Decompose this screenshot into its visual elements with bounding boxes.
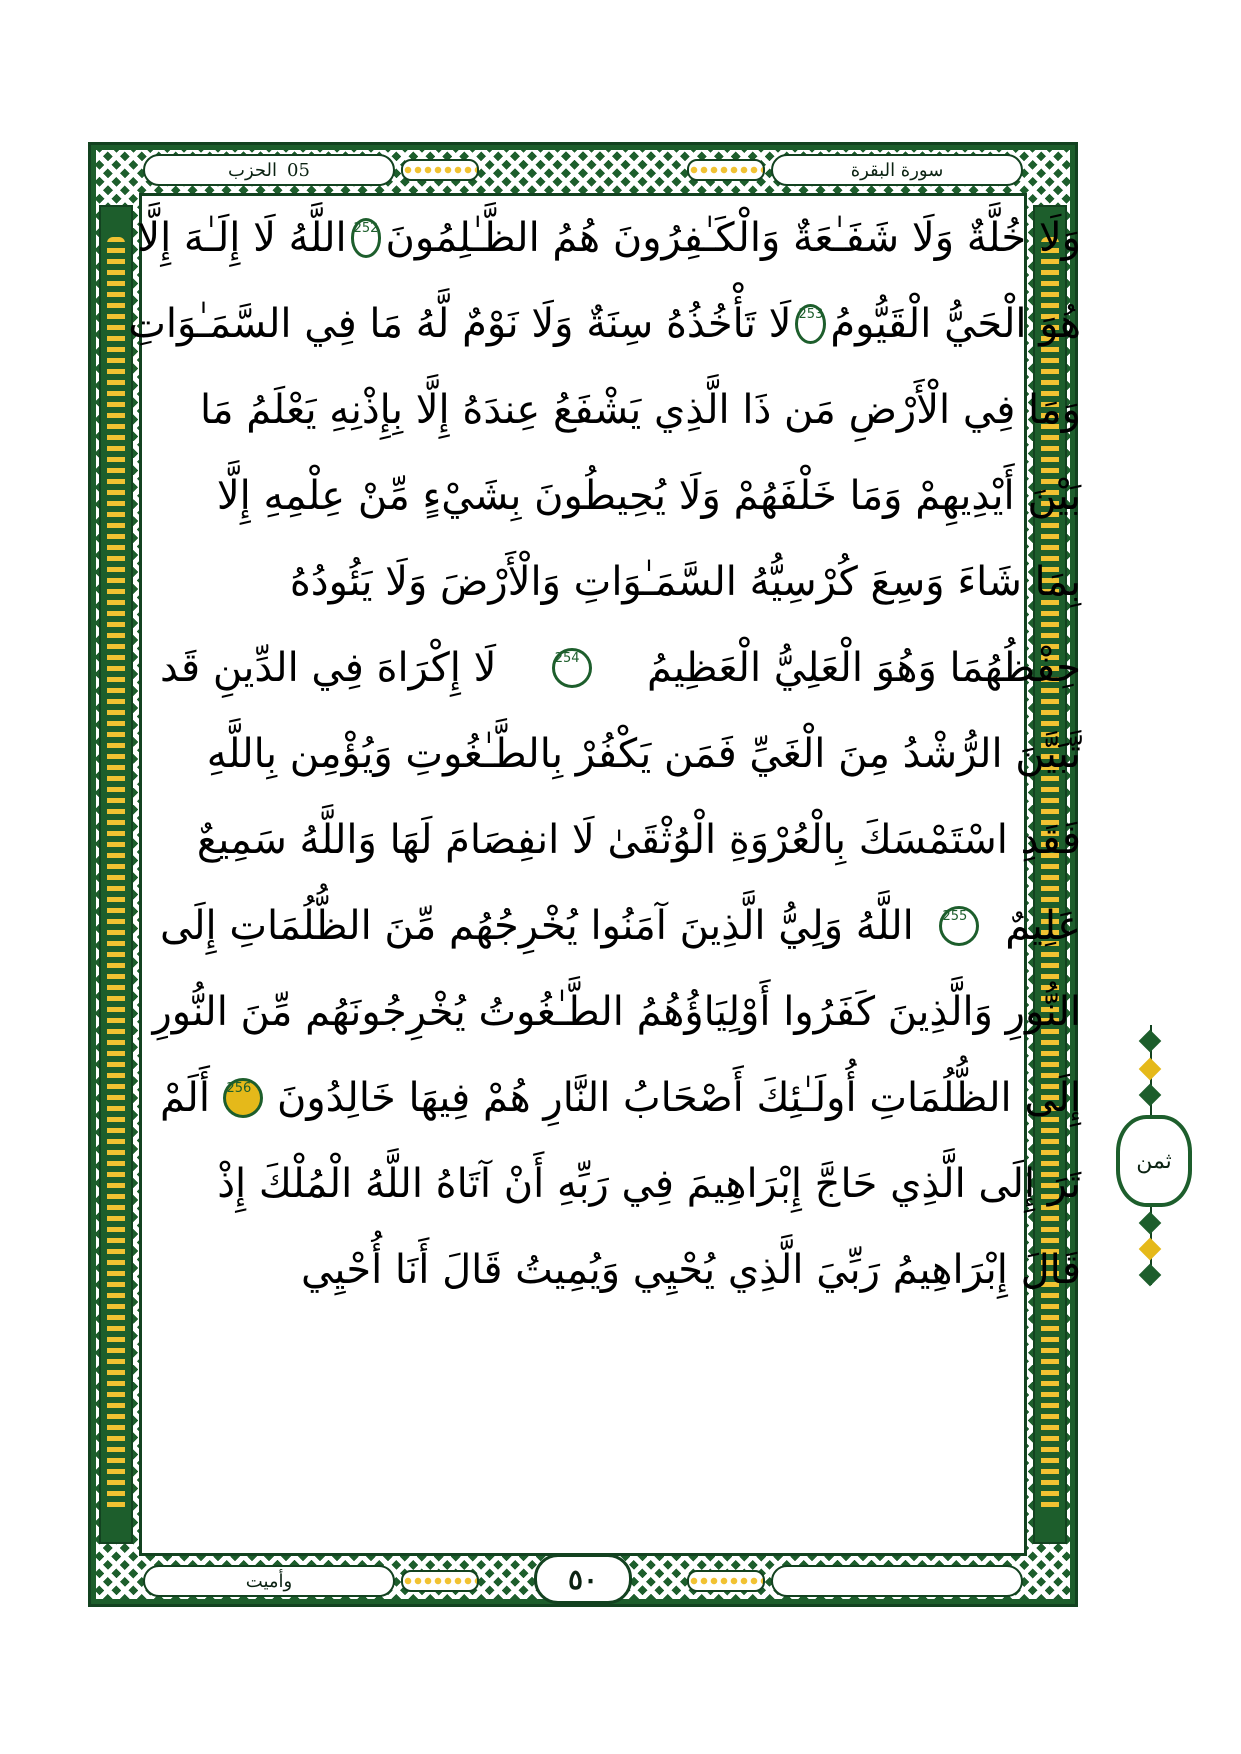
text-line-7: تَّبَيَّنَ الرُّشْدُ مِنَ الْغَيِّ فَمَن يَكْفُرْ بِالطَّـٰغُوتِ وَيُؤْمِن بِاللَّهِ [206, 731, 1081, 777]
text-line-13: قَالَ إِبْرَاهِيمُ رَبِّيَ الَّذِي يُحْيِي وَيُمِيتُ قَالَ أَنَا أُحْيِي [300, 1247, 1081, 1293]
header-dots-ornament-left [401, 159, 479, 181]
text-line-4: بَيْنَ أَيْدِيهِمْ وَمَا خَلْفَهُمْ وَلَا يُحِيطُونَ بِشَيْءٍ مِّنْ عِلْمِهِ إِلَّا [216, 473, 1081, 519]
text-line-9: عَلِيمٌ 255 اللَّهُ وَلِيُّ الَّذِينَ آمَنُوا يُخْرِجُهُم مِّنَ الظُّلُمَاتِ إِلَى [160, 903, 1081, 949]
hizb-number: 05 [287, 159, 310, 181]
text-line-11: إِلَى الظُّلُمَاتِ أُولَـٰئِكَ أَصْحَابُ النَّارِ هُمْ فِيهَا خَالِدُونَ 256 أَلَمْ [160, 1075, 1081, 1121]
quran-text [128, 195, 1081, 1313]
hizb-cartouche [143, 154, 395, 186]
footer-dots-ornament-right [687, 1570, 765, 1592]
text-line-5: بِمَا شَاءَ وَسِعَ كُرْسِيُّهُ السَّمَـٰوَاتِ وَالْأَرْضَ وَلَا يَئُودُهُ [289, 559, 1081, 605]
emblem-diamond-icon [1139, 1030, 1162, 1053]
header-ribbon [139, 150, 1027, 188]
ayah-marker-256: 256 [223, 1078, 263, 1118]
text-line-6: حِفْظُهُمَا وَهُوَ الْعَلِيُّ الْعَظِيمُ 254 لَا إِكْرَاهَ فِي الدِّينِ قَد [160, 645, 1081, 691]
ayah-marker-254: 254 [552, 648, 592, 688]
emblem-gold-diamond-icon [1139, 1058, 1162, 1081]
header-dots-ornament-right [687, 159, 765, 181]
surah-name-cartouche [771, 154, 1023, 186]
ayah-marker-255: 255 [939, 906, 979, 946]
catchword: وأميت [245, 1570, 293, 1592]
text-line-2: هُوَ الْحَيُّ الْقَيُّومُ 253 لَا تَأْخُذُهُ سِنَةٌ وَلَا نَوْمٌ لَّهُ مَا فِي السَّمَـٰوَاتِ [128, 301, 1081, 347]
hizb-label: الحزب [228, 159, 278, 181]
thumun-label: ثمن [1136, 1148, 1172, 1174]
catchword-cartouche [143, 1565, 395, 1597]
footer-dots-ornament-left [401, 1570, 479, 1592]
text-line-3: وَمَا فِي الْأَرْضِ مَن ذَا الَّذِي يَشْفَعُ عِندَهُ إِلَّا بِإِذْنِهِ يَعْلَمُ مَا [199, 387, 1081, 433]
text-line-1: وَلَا خُلَّةٌ وَلَا شَفَـٰعَةٌ وَالْكَـٰفِرُونَ هُمُ الظَّـٰلِمُونَ 252 اللَّهُ لَا إِلَـٰهَ إِلَّا [137, 215, 1081, 261]
text-line-12: تَرَ إِلَى الَّذِي حَاجَّ إِبْرَاهِيمَ فِي رَبِّهِ أَنْ آتَاهُ اللَّهُ الْمُلْكَ إِذْ [217, 1161, 1081, 1207]
thumun-marker [1112, 1025, 1192, 1285]
page-number: ٥٠ [534, 1554, 632, 1604]
emblem-gold-diamond-icon [1139, 1238, 1162, 1261]
thumun-medallion [1116, 1115, 1192, 1207]
emblem-diamond-icon [1139, 1084, 1162, 1107]
surah-name: سورة البقرة [850, 159, 944, 181]
emblem-diamond-icon [1139, 1212, 1162, 1235]
emblem-diamond-icon [1139, 1264, 1162, 1287]
footer-blank-cartouche [771, 1565, 1023, 1597]
frame-left-chain [99, 205, 133, 1544]
text-line-10: النُّورِ وَالَّذِينَ كَفَرُوا أَوْلِيَاؤُهُمُ الطَّـٰغُوتُ يُخْرِجُونَهُم مِّنَ النُّورِ [152, 989, 1081, 1035]
ayah-marker-252: 252 [351, 218, 382, 258]
text-line-8: فَقَدِ اسْتَمْسَكَ بِالْعُرْوَةِ الْوُثْقَىٰ لَا انفِصَامَ لَهَا وَاللَّهُ سَمِيعٌ [196, 817, 1081, 863]
ayah-marker-253: 253 [795, 304, 826, 344]
